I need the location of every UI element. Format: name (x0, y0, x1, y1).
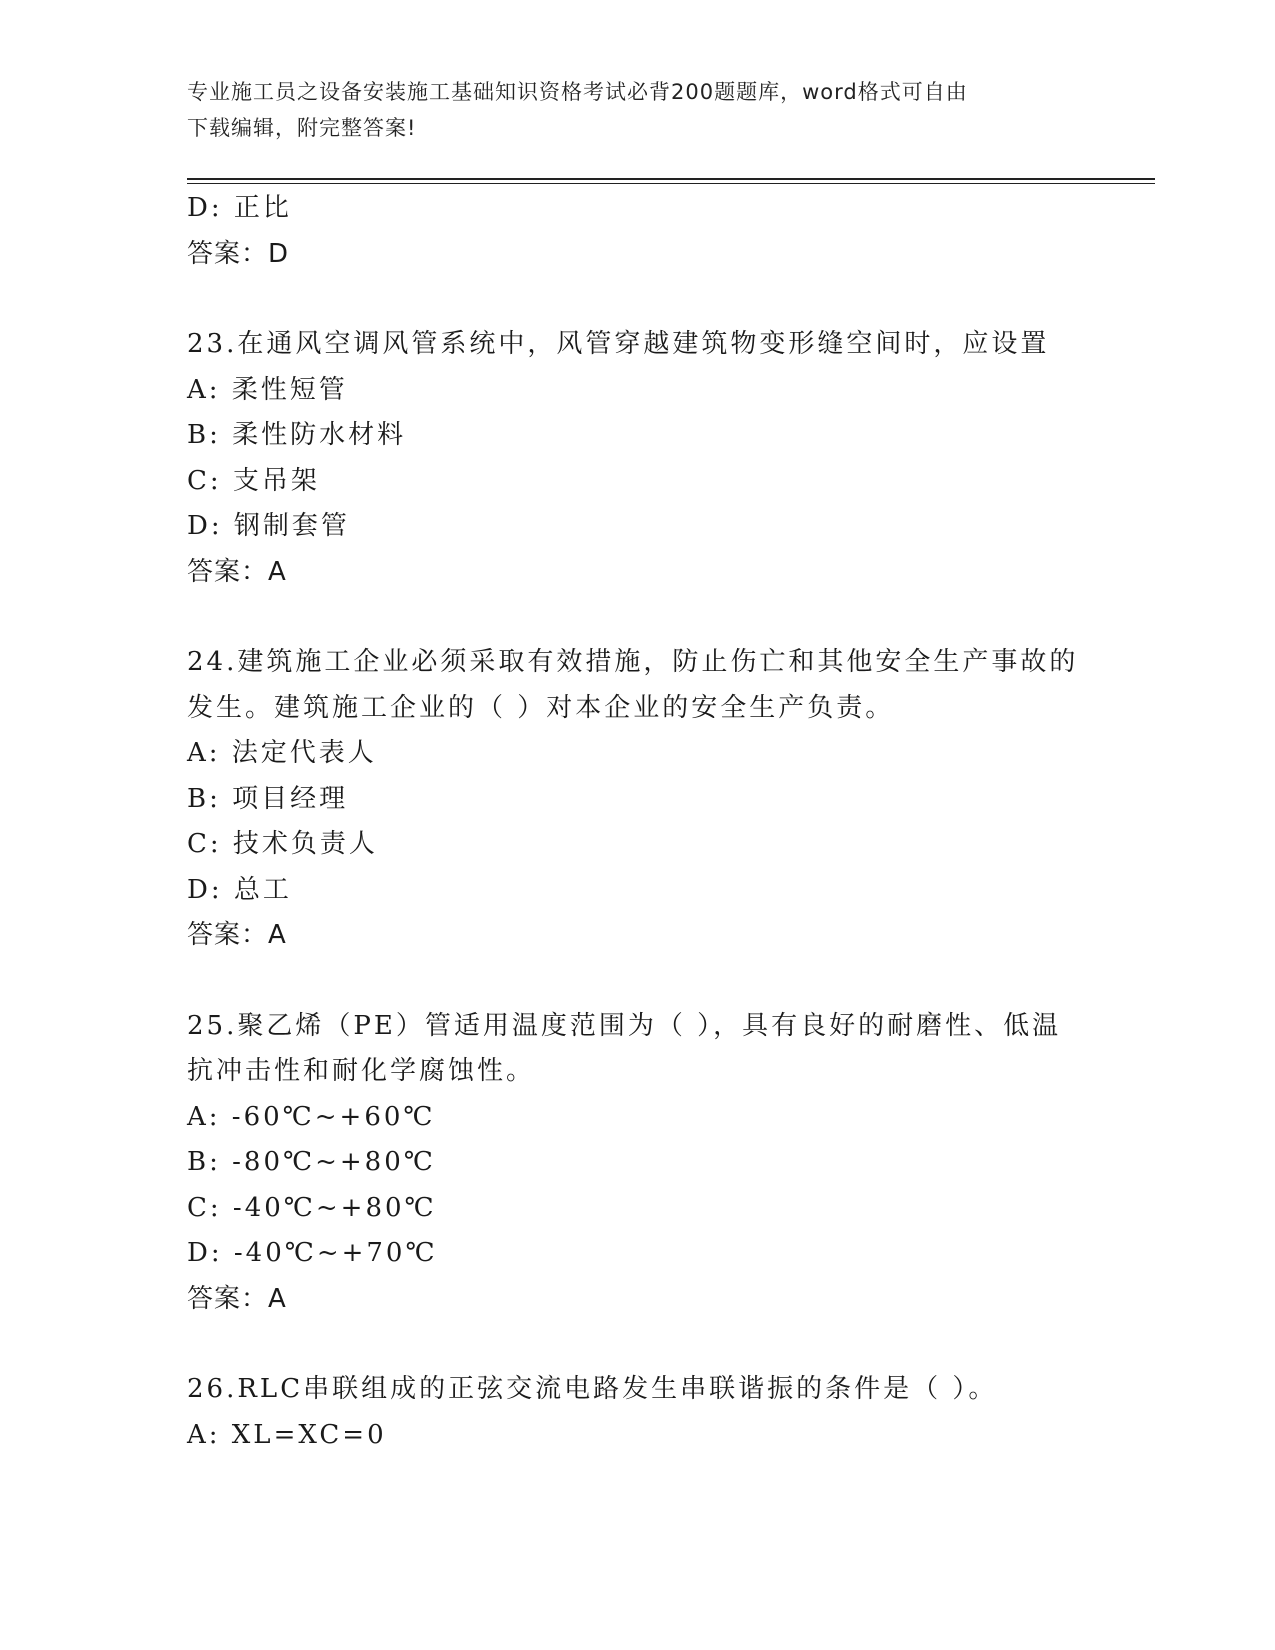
option-b: B: -80℃~+80℃ (187, 1147, 436, 1177)
answer-line: 答案：D (187, 238, 290, 269)
option-d: D: -40℃~+70℃ (187, 1238, 438, 1268)
question-stem-line-2: 发生。建筑施工企业的（ ）对本企业的安全生产负责。 (187, 692, 895, 723)
question-stem-line-2: 抗冲击性和耐化学腐蚀性。 (187, 1056, 536, 1086)
question-26 (187, 1367, 1107, 1458)
spacer (187, 595, 1107, 640)
spacer (187, 277, 1107, 322)
option-a: A: 法定代表人 (187, 738, 377, 768)
question-stem: 23.在通风空调风管系统中，风管穿越建筑物变形缝空间时，应设置 (187, 329, 1050, 359)
option-d: D: 总工 (187, 874, 292, 905)
option-c: C: 技术负责人 (187, 829, 378, 859)
question-stem-line-1: 24.建筑施工企业必须采取有效措施，防止伤亡和其他安全生产事故的 (187, 647, 1079, 677)
option-d: D: 正比 (187, 193, 292, 223)
spacer (187, 959, 1107, 1004)
header-divider-thin (187, 183, 1155, 184)
previous-question-tail (187, 186, 1107, 277)
answer-line: 答案：A (187, 920, 287, 950)
header-line-2: 下载编辑，附完整答案! (187, 116, 417, 140)
option-a: A: -60℃~+60℃ (187, 1101, 436, 1132)
header-line-1: 专业施工员之设备安装施工基础知识资格考试必背200题题库，word格式可自由 (187, 80, 968, 104)
answer-line: 答案：A (187, 1283, 287, 1314)
option-b: B: 柔性防水材料 (187, 420, 407, 450)
document-header (187, 74, 1067, 146)
question-stem-line-1: 25.聚乙烯（PE）管适用温度范围为（ ），具有良好的耐磨性、低温 (187, 1010, 1062, 1041)
header-divider-thick (187, 178, 1155, 180)
question-list (187, 186, 1107, 1458)
option-a: A: 柔性短管 (187, 374, 348, 405)
question-24 (187, 640, 1107, 959)
option-b: B: 项目经理 (187, 783, 349, 814)
spacer (187, 1322, 1107, 1367)
question-25 (187, 1004, 1107, 1323)
question-stem: 26.RLC串联组成的正弦交流电路发生串联谐振的条件是（ ）。 (187, 1374, 998, 1404)
option-c: C: -40℃~+80℃ (187, 1192, 437, 1223)
option-c: C: 支吊架 (187, 465, 320, 496)
option-a: A: XL=XC=0 (187, 1419, 387, 1450)
answer-line: 答案：A (187, 556, 287, 587)
question-23 (187, 322, 1107, 595)
option-d: D: 钢制套管 (187, 511, 350, 541)
